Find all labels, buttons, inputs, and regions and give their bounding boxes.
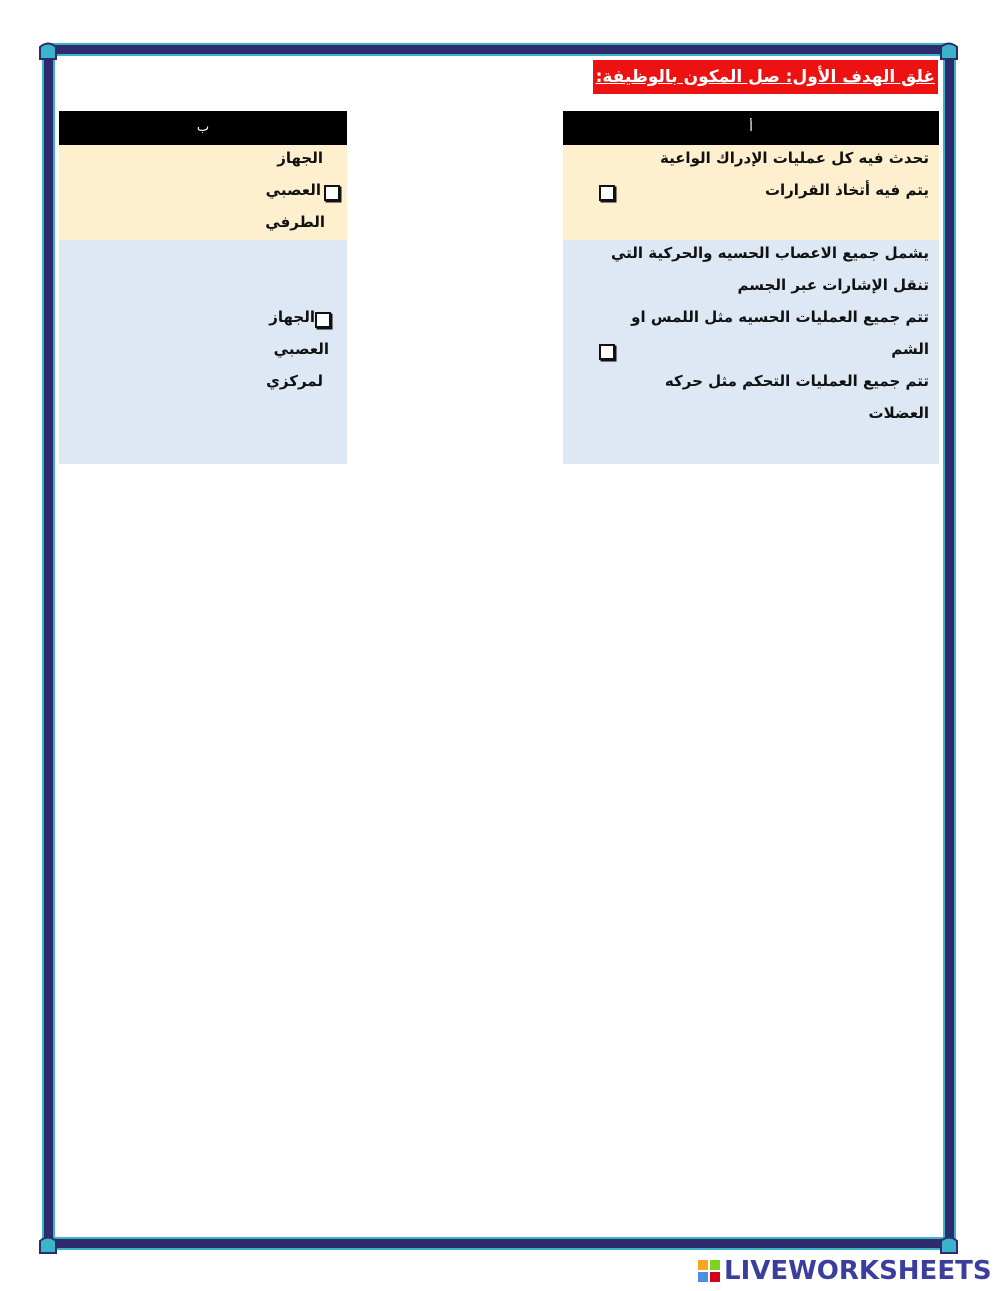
frame-left <box>42 46 55 1246</box>
column-b-text: لمركزي <box>266 372 323 390</box>
column-b-checkbox-1[interactable] <box>324 185 340 201</box>
column-a-text: تنقل الإشارات عبر الجسم <box>737 276 929 294</box>
corner-bottom-left-icon <box>39 1234 57 1254</box>
column-a-text: تتم جميع العمليات التحكم مثل حركه <box>664 372 929 390</box>
column-a <box>563 111 939 464</box>
corner-top-right-icon <box>940 40 958 60</box>
column-a-header: أ <box>563 111 939 145</box>
liveworksheets-logo-icon <box>698 1260 720 1282</box>
column-b <box>59 111 347 464</box>
column-b-header: ب <box>59 111 347 145</box>
corner-top-left-icon <box>39 40 57 60</box>
column-a-text: تتم جميع العمليات الحسيه مثل اللمس او <box>631 308 929 326</box>
column-b-text: العصبي <box>265 181 321 199</box>
brand-text: LIVEWORKSHEETS <box>724 1256 992 1286</box>
column-a-group-1 <box>563 145 939 240</box>
frame-right <box>943 46 956 1246</box>
column-b-checkbox-2[interactable] <box>315 312 331 328</box>
column-b-text: الطرفي <box>265 213 325 231</box>
column-a-text: يشمل جميع الاعصاب الحسيه والحركية التي <box>610 244 929 262</box>
column-a-text: يتم فيه أتخاذ القرارات <box>764 181 929 199</box>
frame-bottom <box>48 1237 950 1250</box>
column-b-text: العصبي <box>273 340 329 358</box>
column-b-group-2 <box>59 240 347 464</box>
column-b-text: الجهاز <box>277 149 323 167</box>
column-a-checkbox-1[interactable] <box>599 185 615 201</box>
column-b-group-1 <box>59 145 347 240</box>
page-title: غلق الهدف الأول: صل المكون بالوظيفة: <box>593 60 938 94</box>
column-a-text: تحدث فيه كل عمليات الإدراك الواعية <box>659 149 929 167</box>
corner-bottom-right-icon <box>940 1234 958 1254</box>
column-a-text: الشم <box>891 340 929 358</box>
column-a-checkbox-2[interactable] <box>599 344 615 360</box>
liveworksheets-brand <box>698 1253 992 1289</box>
column-a-text: العضلات <box>868 404 929 422</box>
frame-top <box>48 43 950 56</box>
column-a-group-2 <box>563 240 939 464</box>
column-b-text: الجهاز <box>269 308 315 326</box>
